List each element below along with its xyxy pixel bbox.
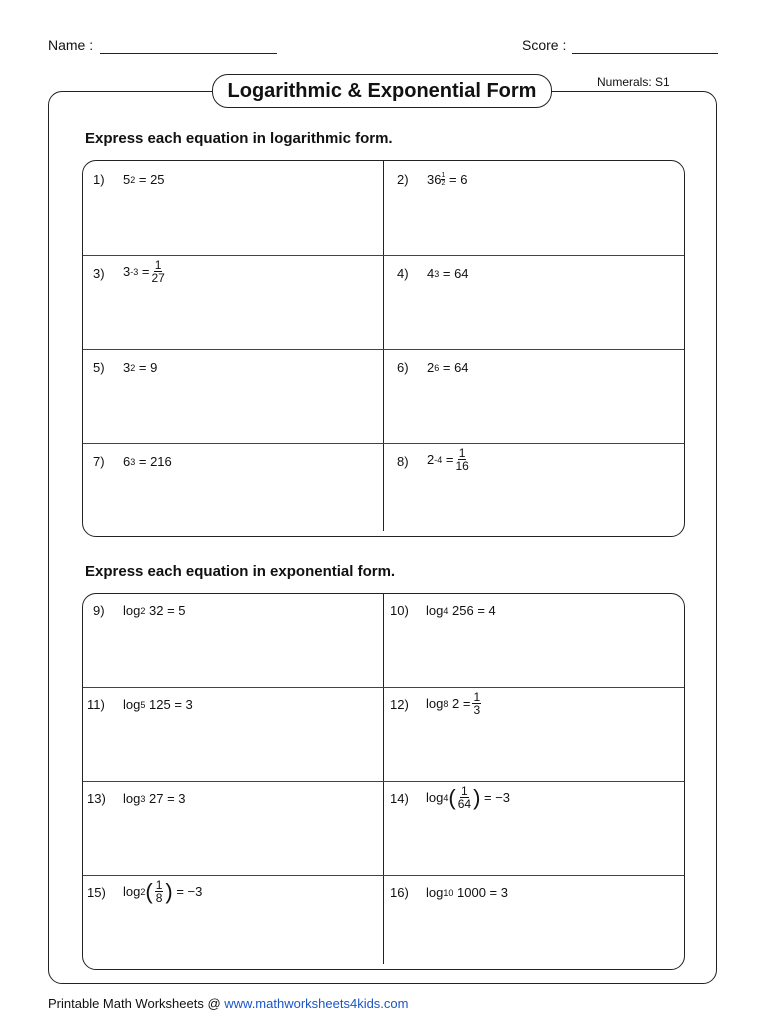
problem-5 xyxy=(93,360,157,375)
argument: 125 xyxy=(149,697,171,712)
grid-divider xyxy=(383,161,384,531)
numerals-label: Numerals: S1 xyxy=(597,75,670,89)
equation: 3 -3 = $\frac{1}{27}$ xyxy=(123,258,165,285)
rhs: = −3 xyxy=(176,884,203,899)
left-paren: ( xyxy=(448,784,456,810)
fraction-exponent xyxy=(441,172,445,187)
base: 6 xyxy=(123,454,131,469)
equation xyxy=(427,172,467,187)
equation: log 2 32 = 5 xyxy=(123,603,186,618)
log: log xyxy=(426,603,444,618)
problem-8 xyxy=(397,447,471,472)
fraction xyxy=(455,447,468,472)
equals: = xyxy=(445,452,454,467)
rhs: = 64 xyxy=(442,266,469,281)
fraction xyxy=(458,785,471,810)
problem-number: 14) xyxy=(390,791,409,806)
problem-10 xyxy=(390,603,496,618)
log: log xyxy=(426,696,444,711)
left-paren: ( xyxy=(145,878,153,904)
row-divider xyxy=(83,349,684,350)
numerator: 1 xyxy=(155,878,163,892)
base: 5 xyxy=(123,172,131,187)
numerator: 1 xyxy=(461,784,468,798)
problem-13 xyxy=(87,791,186,806)
log: log xyxy=(123,791,141,806)
base: 2 xyxy=(427,452,435,467)
argument: 1000 xyxy=(457,885,486,900)
row-divider xyxy=(83,875,684,876)
worksheet-title: Logarithmic & Exponential Form xyxy=(212,74,552,108)
rhs: = 3 xyxy=(167,791,186,806)
equals: = xyxy=(141,264,150,279)
log: log xyxy=(123,697,141,712)
right-paren: ) xyxy=(473,784,481,810)
row-divider xyxy=(83,687,684,688)
equation: log 2 ( $\frac{1}{8}$ ) = −3 xyxy=(123,878,203,905)
equation: log 4 ( $\frac{1}{64}$ ) = −3 xyxy=(426,784,511,811)
problem-16 xyxy=(390,885,508,900)
exp-denominator: 2 xyxy=(441,180,446,187)
equation: log 10 1000 = 3 xyxy=(426,885,508,900)
problem-number: 10) xyxy=(390,603,409,618)
score-label: Score : xyxy=(522,37,567,53)
rhs: = −3 xyxy=(484,790,511,805)
problem-11 xyxy=(87,697,193,712)
denominator: 27 xyxy=(151,271,165,285)
equals: = xyxy=(462,696,471,711)
rhs: = 25 xyxy=(138,172,165,187)
name-field[interactable] xyxy=(100,53,277,54)
problem-number: 3) xyxy=(93,266,105,281)
section1-grid xyxy=(82,160,685,537)
equation: 3 2 = 9 xyxy=(123,360,158,375)
equation: 4 3 = 64 xyxy=(427,266,469,281)
argument: 27 xyxy=(149,791,164,806)
argument: 32 xyxy=(149,603,164,618)
denominator: 64 xyxy=(457,797,472,811)
section2-grid xyxy=(82,593,685,970)
grid-divider xyxy=(383,594,384,964)
numerator: 1 xyxy=(473,690,481,704)
problem-4 xyxy=(397,266,469,281)
equation: 6 3 = 216 xyxy=(123,454,172,469)
score-field[interactable] xyxy=(572,53,718,54)
denominator: 3 xyxy=(473,703,481,717)
problem-number: 9) xyxy=(93,603,105,618)
problem-3 xyxy=(93,259,167,284)
fraction xyxy=(472,691,481,716)
equation: log 3 27 = 3 xyxy=(123,791,186,806)
problem-number: 15) xyxy=(87,885,106,900)
base: 2 xyxy=(427,360,435,375)
problem-number: 7) xyxy=(93,454,105,469)
log: log xyxy=(123,603,141,618)
problem-number: 12) xyxy=(390,697,409,712)
row-divider xyxy=(83,255,684,256)
equation: 2 -4 = $\frac{1}{16}$ xyxy=(427,446,469,473)
problem-9 xyxy=(93,603,186,618)
numerator: 1 xyxy=(458,446,466,460)
equation: 2 6 = 64 xyxy=(427,360,469,375)
problem-number: 11) xyxy=(87,697,105,712)
problem-2 xyxy=(397,172,467,187)
problem-number: 13) xyxy=(87,791,106,806)
log: log xyxy=(123,884,141,899)
argument: 256 xyxy=(452,603,474,618)
fraction xyxy=(151,259,164,284)
problem-number: 16) xyxy=(390,885,409,900)
rhs: = 5 xyxy=(167,603,186,618)
problem-7 xyxy=(93,454,172,469)
footer xyxy=(48,996,408,1011)
base: 36 xyxy=(427,172,442,187)
exp-numerator: 1 xyxy=(441,172,446,179)
fraction xyxy=(155,879,164,904)
log: log xyxy=(426,885,444,900)
problem-number: 1) xyxy=(93,172,105,187)
rhs: = 64 xyxy=(442,360,469,375)
problem-12 xyxy=(390,691,483,716)
equation: log 8 2 = $\frac{1}{3}$ xyxy=(426,690,481,717)
problem-1 xyxy=(93,172,165,187)
rhs: = 9 xyxy=(138,360,158,375)
denominator: 16 xyxy=(455,459,469,473)
footer-link[interactable]: www.mathworksheets4kids.com xyxy=(224,996,409,1011)
equation: 5 2 = 25 xyxy=(123,172,165,187)
problem-6 xyxy=(397,360,469,375)
section1-instruction: Express each equation in logarithmic form. xyxy=(85,130,393,147)
log: log xyxy=(426,790,444,805)
numerator: 1 xyxy=(154,258,162,272)
equation: log 4 256 = 4 xyxy=(426,603,496,618)
rhs: = 6 xyxy=(449,172,468,187)
footer-text: Printable Math Worksheets @ xyxy=(48,996,225,1011)
rhs: = 3 xyxy=(489,885,508,900)
problem-number: 8) xyxy=(397,454,409,469)
section2-instruction: Express each equation in exponential form. xyxy=(85,563,396,580)
right-paren: ) xyxy=(165,878,173,904)
problem-number: 4) xyxy=(397,266,409,281)
row-divider xyxy=(83,443,684,444)
problem-14 xyxy=(390,785,510,810)
rhs: = 4 xyxy=(477,603,496,618)
base: 3 xyxy=(123,360,131,375)
rhs: = 3 xyxy=(174,697,193,712)
problem-number: 5) xyxy=(93,360,105,375)
problem-number: 2) xyxy=(397,172,409,187)
problem-number: 6) xyxy=(397,360,409,375)
denominator: 8 xyxy=(155,891,163,905)
base: 4 xyxy=(427,266,435,281)
problem-15 xyxy=(87,879,202,904)
name-label: Name : xyxy=(48,37,94,53)
row-divider xyxy=(83,781,684,782)
base: 3 xyxy=(123,264,131,279)
argument: 2 xyxy=(452,696,460,711)
equation: log 5 125 = 3 xyxy=(123,697,193,712)
rhs: = 216 xyxy=(138,454,172,469)
